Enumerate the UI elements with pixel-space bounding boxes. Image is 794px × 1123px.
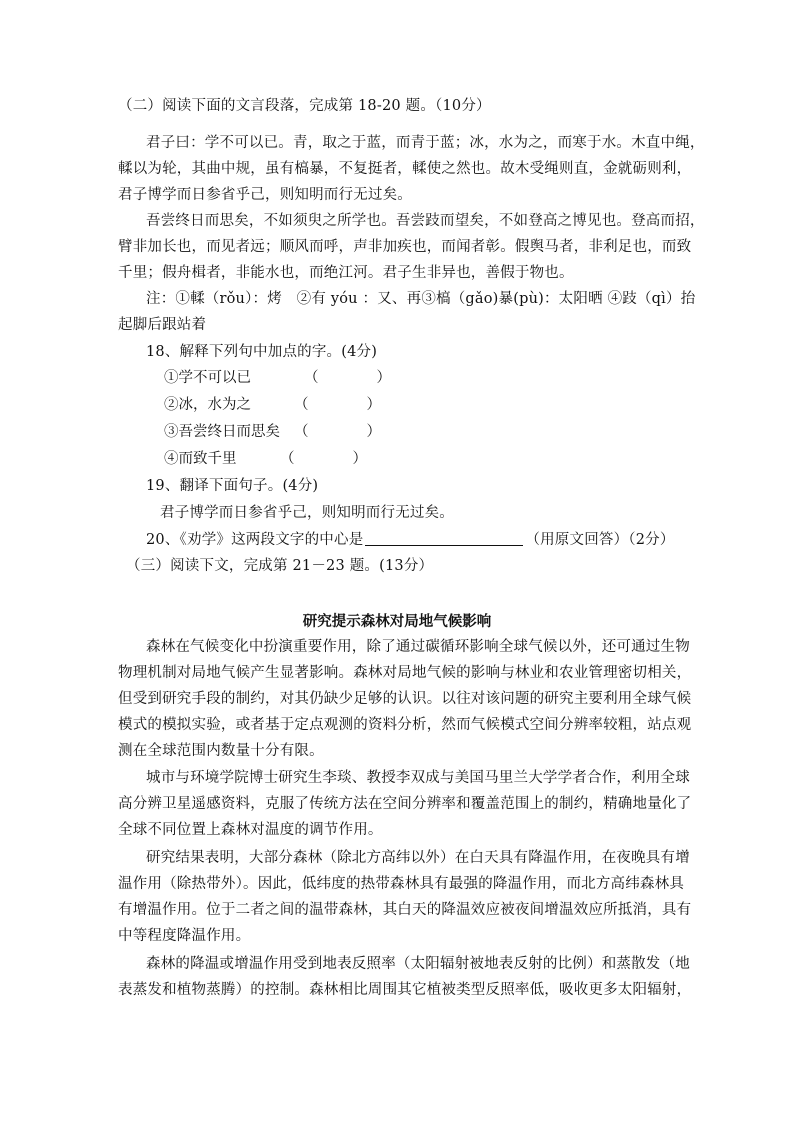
translation-sentence: 君子博学而日参省乎己，则知明而行无过矣。: [160, 505, 454, 521]
question-19: 19、翻译下面句子。(4分): [146, 478, 319, 494]
answer-blank[interactable]: （ ）: [294, 397, 381, 413]
q18-item-label: ②冰，水为之: [164, 397, 251, 413]
article-text-line: 森林在气候变化中扮演重要作用，除了通过碳循环影响全球气候以外，还可通过生物: [146, 639, 690, 655]
article-text-line: 模式的模拟实验，或者基于定点观测的资料分析，然而气候模式空间分辨率较粗，站点观: [118, 717, 692, 733]
article-text-line: 表蒸发和植物蒸腾）的控制。森林相比周围其它植被类型反照率低，吸收更多太阳辐射，: [118, 982, 692, 998]
annotation-note: 注：①輮（rǒu）：烤 ②有 yóu ：又、再③槁（gǎo)暴(pù)：太阳晒 ④跂（qì）抬: [146, 291, 696, 307]
article-text-line: 高分辨卫星遥感资料，克服了传统方法在空间分辨率和覆盖范围上的制约，精确地量化了: [118, 796, 692, 812]
classical-text-line: 千里；假舟楫者，非能水也，而绝江河。君子生非异也，善假于物也。: [118, 265, 574, 281]
classical-text-line: 君子博学而日参省乎己，则知明而行无过矣。: [118, 187, 412, 203]
article-text-line: 但受到研究手段的制约，对其仍缺少足够的认识。以往对该问题的研究主要利用全球气候: [118, 691, 692, 707]
answer-blank[interactable]: （ ）: [294, 424, 381, 440]
section3-heading: （三）阅读下文，完成第 21－23 题。(13分）: [126, 558, 434, 574]
classical-text-line: 臂非加长也，而见者远；顺风而呼，声非加疾也，而闻者彰。假舆马者，非利足也，而致: [118, 239, 692, 255]
section2-heading: （二）阅读下面的文言段落，完成第 18-20 题。（10分）: [118, 98, 491, 114]
answer-blank[interactable]: （ ）: [304, 370, 391, 386]
q18-item-label: ④而致千里: [164, 451, 237, 467]
question-20-suffix: （用原文回答）（2分）: [525, 532, 675, 548]
article-text-line: 有增温作用。位于二者之间的温带森林，其白天的降温效应被夜间增温效应所抵消，具有: [118, 902, 692, 918]
article-text-line: 物理机制对局地气候产生显著影响。森林对局地气候的影响与林业和农业管理密切相关，: [118, 665, 692, 681]
article-text-line: 城市与环境学院博士研究生李琰、教授李双成与美国马里兰大学学者合作，利用全球: [146, 770, 690, 786]
article-text-line: 温作用（除热带外）。因此，低纬度的热带森林具有最强的降温作用，而北方高纬森林具: [118, 876, 685, 892]
annotation-note: 起脚后跟站着: [118, 317, 207, 333]
article-title: 研究提示森林对局地气候影响: [302, 613, 492, 630]
q18-item-1: [164, 368, 251, 388]
q18-item-label: ③吾尝终日而思矣: [164, 424, 280, 440]
q18-item-4: [164, 449, 237, 469]
article-text-line: 测在全球范围内数量十分有限。: [118, 743, 324, 759]
answer-blank[interactable]: （ ）: [280, 451, 367, 467]
answer-line[interactable]: [365, 531, 523, 546]
article-text-line: 全球不同位置上森林对温度的调节作用。: [118, 822, 383, 838]
q18-item-2: [164, 395, 251, 415]
classical-text-line: 輮以为轮，其曲中规，虽有槁暴，不复挺者，輮使之然也。故木受绳则直，金就砺则利，: [118, 161, 692, 177]
article-text-line: 中等程度降温作用。: [118, 928, 251, 944]
question-18: 18、解释下列句中加点的字。(4分): [146, 344, 378, 360]
classical-text-line: 君子曰：学不可以已。青，取之于蓝，而青于蓝；冰，水为之，而寒于水。木直中绳，: [146, 135, 705, 151]
classical-text-line: 吾尝终日而思矣，不如须臾之所学也。吾尝跂而望矣，不如登高之博见也。登高而招，: [146, 213, 705, 229]
question-20-prefix: 20、《劝学》这两段文字的中心是: [146, 532, 364, 548]
article-text-line: 研究结果表明，大部分森林（除北方高纬以外）在白天具有降温作用，在夜晚具有增: [146, 850, 690, 866]
q18-item-3: [164, 422, 280, 442]
q18-item-label: ①学不可以已: [164, 370, 251, 386]
question-20: [146, 530, 675, 550]
article-text-line: 森林的降温或增温作用受到地表反照率（太阳辐射被地表反射的比例）和蒸散发（地: [146, 956, 690, 972]
